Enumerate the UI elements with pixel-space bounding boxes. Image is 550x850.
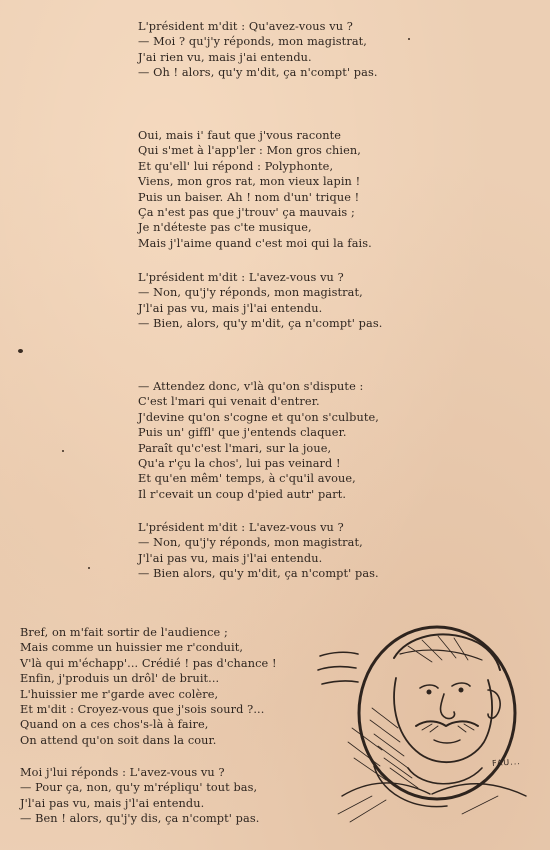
verse-line: — Bien alors, qu'y m'dit, ça n'compt' pas.	[138, 567, 379, 581]
verse-line: J'l'ai pas vu, mais j'l'ai entendu.	[20, 796, 205, 810]
verse-line: On attend qu'on soit dans la cour.	[20, 733, 217, 747]
verse-line: Oui, mais i' faut que j'vous raconte	[138, 129, 342, 142]
verse-line: C'est l'mari qui venait d'entrer.	[138, 395, 320, 409]
verse-line: Moi j'lui réponds : L'avez-vous vu ?	[20, 766, 225, 779]
verse-line: L'président m'dit : L'avez-vous vu ?	[138, 271, 344, 284]
verse-line: Bref, on m'fait sortir de l'audience ;	[20, 626, 228, 639]
verse-line: J'ai rien vu, mais j'ai entendu.	[138, 50, 312, 64]
verse-line: J'l'ai pas vu, mais j'l'ai entendu.	[138, 551, 323, 565]
verse-line: Viens, mon gros rat, mon vieux lapin !	[138, 175, 361, 189]
verse-line: Mais comme un huissier me r'conduit,	[20, 641, 244, 655]
verse-line: L'président m'dit : Qu'avez-vous vu ?	[138, 20, 353, 33]
verse-line: Paraît qu'c'est l'mari, sur la joue,	[138, 441, 332, 455]
verse-line: — Pour ça, non, qu'y m'répliqu' tout bas,	[20, 781, 258, 795]
verse-line: Enfin, j'produis un drôl' de bruit...	[20, 672, 220, 686]
refrain-stanza-3	[138, 520, 379, 582]
ink-speck	[88, 567, 90, 569]
ink-speck	[18, 349, 23, 353]
verse-line: — Non, qu'j'y réponds, mon magistrat,	[138, 286, 363, 300]
verse-line: — Non, qu'j'y réponds, mon magistrat,	[138, 536, 363, 550]
verse-line: — Bien, alors, qu'y m'dit, ça n'compt' pas.	[138, 317, 383, 331]
verse-line: — Moi ? qu'j'y réponds, mon magistrat,	[138, 35, 367, 49]
refrain-stanza-2	[138, 270, 382, 332]
verse-line: Puis un' giffl' que j'entends claquer.	[138, 426, 347, 440]
ink-speck	[62, 450, 64, 452]
verse-line: Mais j'l'aime quand c'est moi qui la fais.	[138, 236, 372, 250]
verse-line: Quand on a ces chos's-là à faire,	[20, 718, 209, 732]
verse-line: L'huissier me r'garde avec colère,	[20, 687, 219, 701]
verse-line: V'là qui m'échapp'... Crédié ! pas d'chance !	[20, 656, 277, 670]
refrain-stanza-1	[138, 19, 378, 81]
verse-stanza-2	[138, 128, 372, 251]
verse-stanza-3	[138, 379, 379, 502]
refrain-stanza-4	[20, 765, 259, 827]
verse-line: Je n'déteste pas c'te musique,	[138, 221, 312, 235]
illustration-signature: FAU...	[491, 757, 522, 768]
verse-line: Ça n'est pas que j'trouv' ça mauvais ;	[138, 206, 355, 220]
verse-line: Il r'cevait un coup d'pied autr' part.	[138, 487, 347, 501]
verse-line: — Ben ! alors, qu'j'y dis, ça n'compt' pas.	[20, 812, 260, 826]
verse-line: Qu'a r'çu la chos', lui pas veinard !	[138, 457, 341, 471]
verse-line: — Attendez donc, v'là qu'on s'dispute :	[138, 380, 364, 393]
ink-speck	[408, 38, 410, 40]
verse-line: Et qu'en mêm' temps, à c'qu'il avoue,	[138, 472, 356, 486]
verse-line: J'devine qu'on s'cogne et qu'on s'culbute,	[138, 410, 379, 424]
verse-line: Et m'dit : Croyez-vous que j'sois sourd ?...	[20, 703, 265, 717]
verse-line: Et qu'ell' lui répond : Polyphonte,	[138, 159, 334, 173]
caricature-illustration	[312, 618, 537, 830]
verse-line: Puis un baiser. Ah ! nom d'un' trique !	[138, 190, 360, 204]
verse-line: J'l'ai pas vu, mais j'l'ai entendu.	[138, 301, 323, 315]
verse-line: Qui s'met à l'app'ler : Mon gros chien,	[138, 144, 361, 158]
verse-line: L'président m'dit : L'avez-vous vu ?	[138, 521, 344, 534]
verse-stanza-4	[20, 625, 277, 748]
verse-line: — Oh ! alors, qu'y m'dit, ça n'compt' pas.	[138, 66, 378, 80]
